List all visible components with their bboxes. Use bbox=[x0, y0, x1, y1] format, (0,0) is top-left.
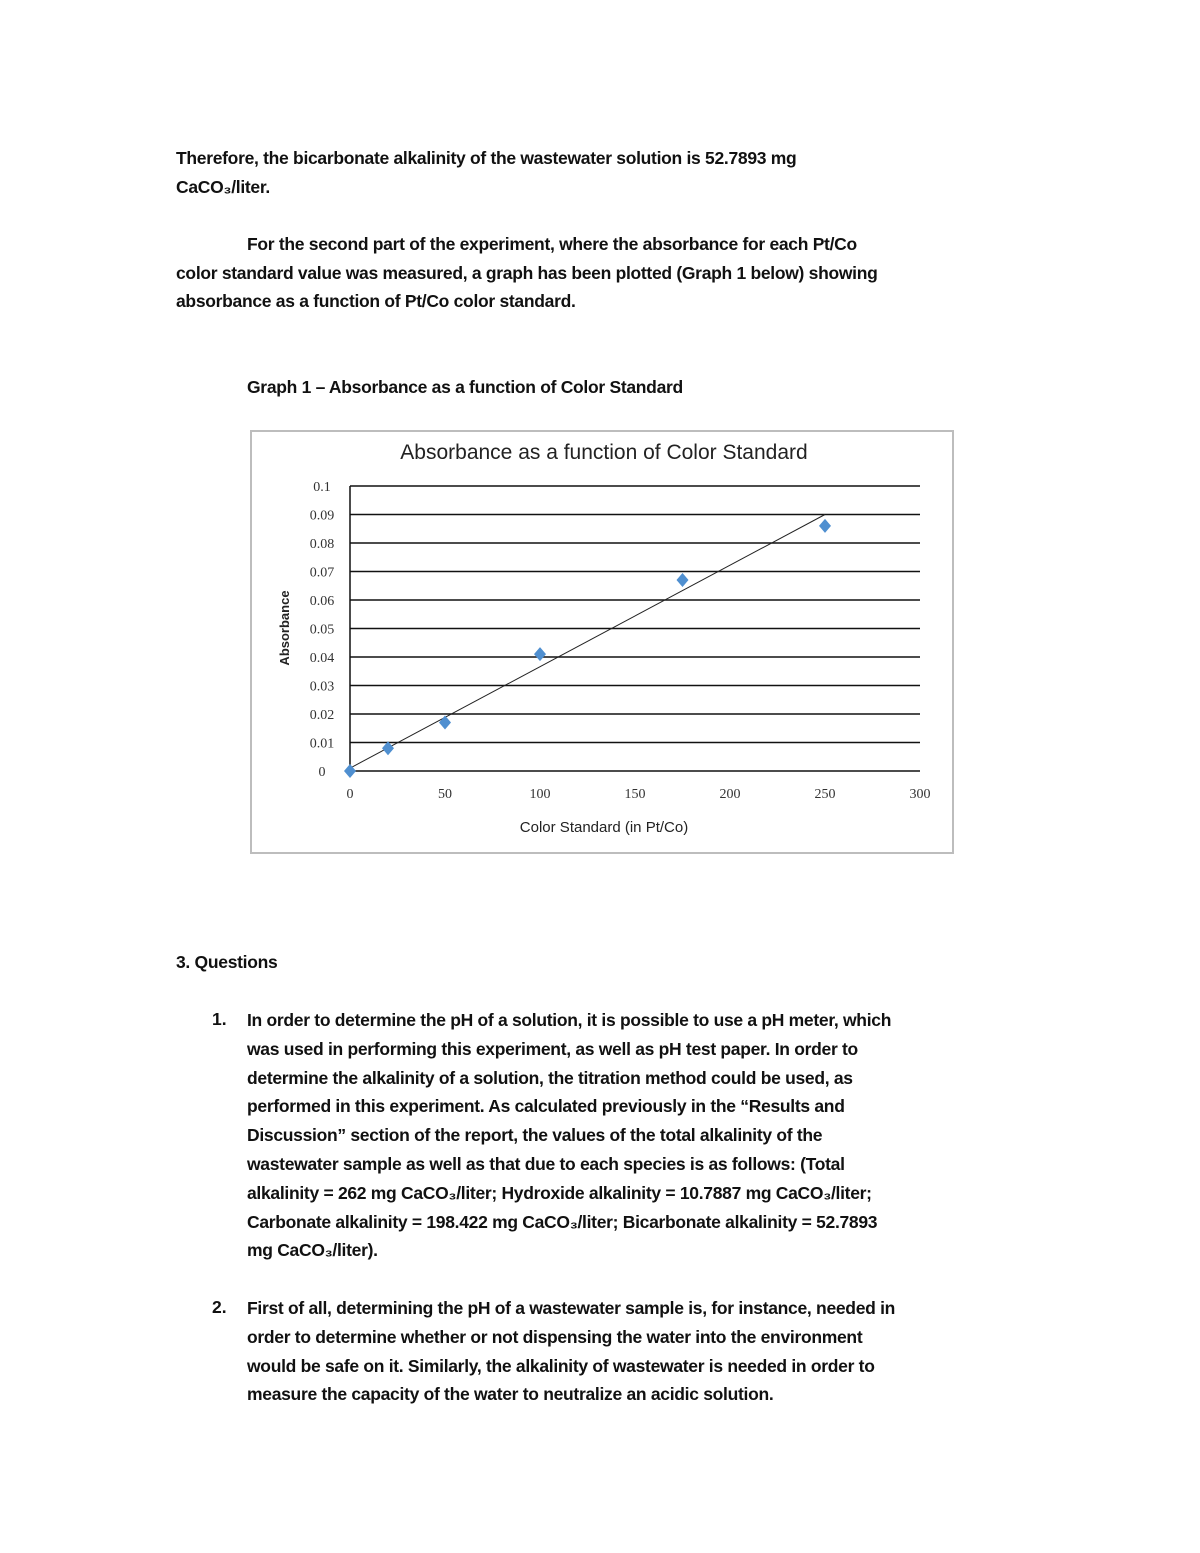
y-tick-label: 0.03 bbox=[309, 679, 335, 695]
question-line: order to determine whether or not dispensing the water into the environment bbox=[247, 1326, 863, 1347]
list-number: 2. bbox=[212, 1297, 227, 1317]
questions-heading: 3. Questions bbox=[176, 952, 278, 972]
paragraph-line: For the second part of the experiment, where the absorbance for each Pt/Co bbox=[247, 234, 857, 254]
question-line: Discussion” section of the report, the values of the total alkalinity of the bbox=[247, 1125, 823, 1146]
y-tick-label: 0.04 bbox=[309, 651, 335, 666]
paragraph-line: color standard value was measured, a graph has been plotted (Graph 1 below) showing bbox=[176, 263, 878, 283]
trendline bbox=[350, 515, 825, 769]
x-tick-label: 300 bbox=[909, 787, 931, 802]
question-line: was used in performing this experiment, as well as pH test paper. In order to bbox=[247, 1038, 858, 1059]
y-tick-label: 0 bbox=[318, 765, 326, 780]
question-line: performed in this experiment. As calculated previously in the “Results and bbox=[247, 1096, 845, 1117]
y-tick-label: 0.08 bbox=[309, 537, 335, 552]
y-tick-label: 0.06 bbox=[309, 594, 335, 609]
x-axis-label: Color Standard (in Pt/Co) bbox=[519, 819, 689, 836]
chart bbox=[250, 430, 954, 854]
question-line: measure the capacity of the water to neutralize an acidic solution. bbox=[247, 1384, 774, 1405]
question-line: Carbonate alkalinity = 198.422 mg CaCO₃/liter; Bicarbonate alkalinity = 52.7893 bbox=[247, 1211, 878, 1232]
question-line: First of all, determining the pH of a wastewater sample is, for instance, needed in bbox=[247, 1298, 896, 1318]
y-tick-label: 0.01 bbox=[309, 736, 335, 752]
y-tick-label: 0.1 bbox=[313, 480, 331, 495]
x-tick-label: 150 bbox=[624, 787, 646, 802]
question-line: alkalinity = 262 mg CaCO₃/liter; Hydroxide alkalinity = 10.7887 mg CaCO₃/liter; bbox=[247, 1182, 872, 1203]
intro-line: Therefore, the bicarbonate alkalinity of the wastewater solution is 52.7893 mg bbox=[176, 148, 797, 168]
paragraph-line: absorbance as a function of Pt/Co color standard. bbox=[176, 291, 576, 311]
data-point bbox=[382, 741, 394, 755]
chart-svg bbox=[252, 432, 952, 852]
intro-line: CaCO₃/liter. bbox=[176, 177, 270, 197]
x-tick-label: 250 bbox=[814, 787, 836, 802]
y-tick-label: 0.09 bbox=[309, 508, 335, 524]
data-point bbox=[439, 716, 451, 730]
graph-caption: Graph 1 – Absorbance as a function of Color Standard bbox=[247, 377, 683, 397]
question-line: wastewater sample as well as that due to each species is as follows: (Total bbox=[247, 1154, 845, 1174]
question-line: In order to determine the pH of a solution, it is possible to use a pH meter, which bbox=[247, 1010, 892, 1030]
question-line: would be safe on it. Similarly, the alkalinity of wastewater is needed in order to bbox=[247, 1355, 875, 1376]
data-point bbox=[819, 519, 831, 533]
data-point bbox=[677, 573, 689, 587]
x-tick-label: 0 bbox=[346, 787, 354, 802]
y-tick-label: 0.02 bbox=[309, 708, 335, 723]
list-number: 1. bbox=[212, 1009, 227, 1029]
x-tick-label: 50 bbox=[438, 787, 452, 802]
y-tick-label: 0.05 bbox=[309, 622, 335, 638]
question-line: mg CaCO₃/liter). bbox=[247, 1240, 378, 1261]
question-line: determine the alkalinity of a solution, the titration method could be used, as bbox=[247, 1067, 853, 1088]
y-tick-label: 0.07 bbox=[309, 565, 335, 581]
y-axis-label: Absorbance bbox=[277, 590, 292, 666]
x-tick-label: 200 bbox=[719, 787, 741, 802]
x-tick-label: 100 bbox=[529, 787, 551, 802]
chart-title: Absorbance as a function of Color Standard bbox=[400, 441, 808, 464]
data-point bbox=[534, 647, 546, 661]
